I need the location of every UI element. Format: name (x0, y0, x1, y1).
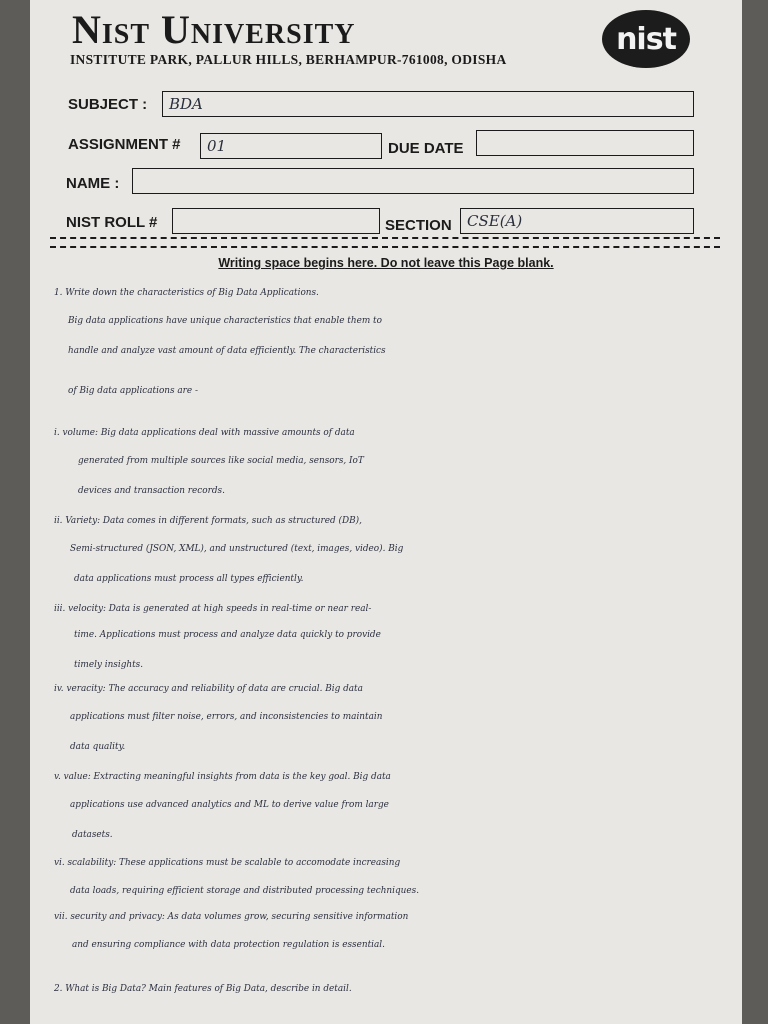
answer-line: Big data applications have unique characteristics that enable them to (68, 316, 382, 326)
due-date-label: DUE DATE (388, 140, 464, 157)
roll-label: NIST ROLL # (66, 214, 158, 231)
answer-line: vii. security and privacy: As data volumes grow, securing sensitive information (54, 912, 409, 922)
answer-line: and ensuring compliance with data protection regulation is essential. (72, 940, 385, 950)
writing-space-notice: Writing space begins here. Do not leave this Page blank. (218, 256, 554, 270)
due-date-field[interactable] (476, 130, 694, 156)
answer-line: time. Applications must process and analyze data quickly to provide (74, 630, 381, 640)
answer-line: generated from multiple sources like social media, sensors, IoT (78, 456, 364, 466)
answer-line: vi. scalability: These applications must be scalable to accomodate increasing (54, 858, 401, 868)
divider-line (50, 237, 720, 239)
assignment-field[interactable] (200, 133, 382, 159)
university-address: INSTITUTE PARK, PALLUR HILLS, BERHAMPUR-761008, ODISHA (70, 52, 507, 67)
roll-field[interactable] (172, 208, 380, 234)
answer-line: data quality. (70, 742, 126, 752)
answer-line: i. volume: Big data applications deal with massive amounts of data (54, 428, 355, 438)
section-value: CSE(A) (467, 212, 523, 230)
subject-value: BDA (169, 95, 203, 113)
answer-line: applications must filter noise, errors, and inconsistencies to maintain (70, 712, 383, 722)
answer-line: timely insights. (74, 660, 144, 670)
university-logo (602, 10, 690, 68)
logo-text: nist (616, 21, 676, 57)
answer-line: handle and analyze vast amount of data efficiently. The characteristics (68, 346, 386, 356)
answer-line: devices and transaction records. (78, 486, 225, 496)
name-field[interactable] (132, 168, 694, 194)
university-name: Nist University (72, 7, 356, 52)
answer-line: iv. veracity: The accuracy and reliability of data are crucial. Big data (54, 684, 363, 694)
assignment-sheet (30, 0, 742, 1024)
answer-line: datasets. (72, 830, 113, 840)
section-label: SECTION (385, 217, 452, 234)
name-label: NAME : (66, 175, 120, 192)
answer-line: of Big data applications are - (68, 386, 199, 396)
subject-field[interactable] (162, 91, 694, 117)
answer-line: iii. velocity: Data is generated at high speeds in real-time or near real- (54, 604, 372, 614)
assignment-value: 01 (207, 137, 227, 155)
subject-label: SUBJECT : (68, 96, 148, 113)
answer-line: Semi-structured (JSON, XML), and unstructured (text, images, video). Big (70, 544, 404, 554)
answer-line: applications use advanced analytics and ML to derive value from large (70, 800, 389, 810)
answer-line: ii. Variety: Data comes in different formats, such as structured (DB), (54, 516, 362, 526)
divider-line (50, 246, 720, 248)
answer-line: data loads, requiring efficient storage and distributed processing techniques. (70, 886, 420, 896)
answer-line: 2. What is Big Data? Main features of Big Data, describe in detail. (54, 984, 352, 994)
answer-line: data applications must process all types efficiently. (74, 574, 304, 584)
assignment-label: ASSIGNMENT # (68, 136, 181, 153)
answer-line: v. value: Extracting meaningful insights from data is the key goal. Big data (54, 772, 391, 782)
section-field[interactable] (460, 208, 694, 234)
answer-line: 1. Write down the characteristics of Big Data Applications. (54, 288, 319, 298)
